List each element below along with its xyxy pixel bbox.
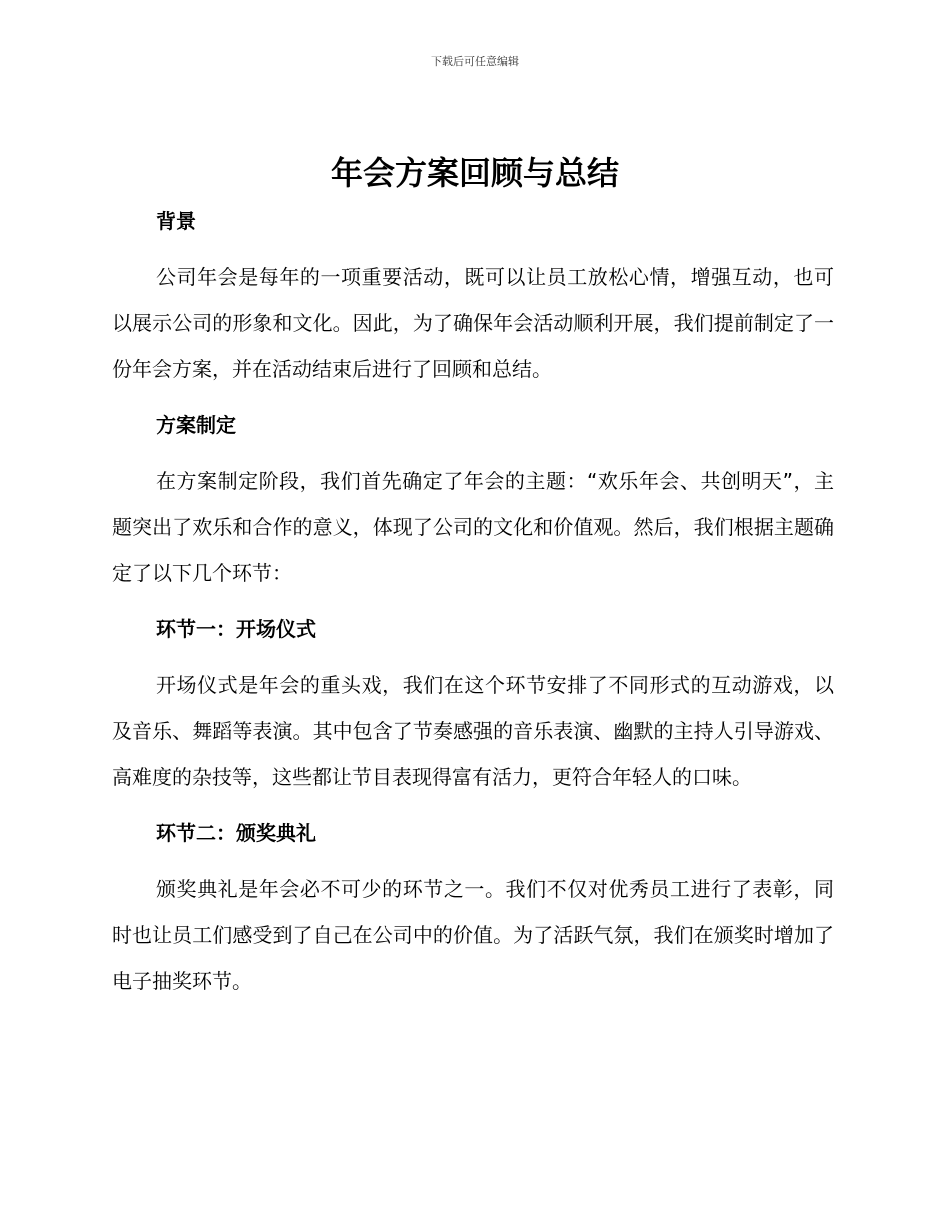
section-heading-plan: 方案制定 [156, 413, 236, 437]
document-body [112, 198, 834, 1004]
section-paragraph-awards: 颁奖典礼是年会必不可少的环节之一。我们不仅对优秀员工进行了表彰，同时也让员工们感受到了自己在公司中的价值。为了活跃气氛，我们在颁奖时增加了电子抽奖环节。 [112, 877, 834, 993]
section-heading-background: 背景 [156, 209, 196, 233]
section-paragraph-opening: 开场仪式是年会的重头戏，我们在这个环节安排了不同形式的互动游戏，以及音乐、舞蹈等表演。其中包含了节奏感强的音乐表演、幽默的主持人引导游戏、高难度的杂技等，这些都让节目表现得富有活力，更符合年轻人的口味。 [112, 673, 834, 789]
document-title: 年会方案回顾与总结 [330, 154, 619, 192]
header-note: 下载后可任意编辑 [431, 55, 519, 68]
section-paragraph-plan: 在方案制定阶段，我们首先确定了年会的主题：“欢乐年会、共创明天”，主题突出了欢乐和合作的意义，体现了公司的文化和价值观。然后，我们根据主题确定了以下几个环节： [112, 469, 834, 585]
section-heading-opening: 环节一：开场仪式 [156, 617, 316, 641]
section-paragraph-background: 公司年会是每年的一项重要活动，既可以让员工放松心情，增强互动，也可以展示公司的形象和文化。因此，为了确保年会活动顺利开展，我们提前制定了一份年会方案，并在活动结束后进行了回顾和总结。 [112, 265, 834, 381]
section-heading-awards: 环节二：颁奖典礼 [156, 821, 316, 845]
